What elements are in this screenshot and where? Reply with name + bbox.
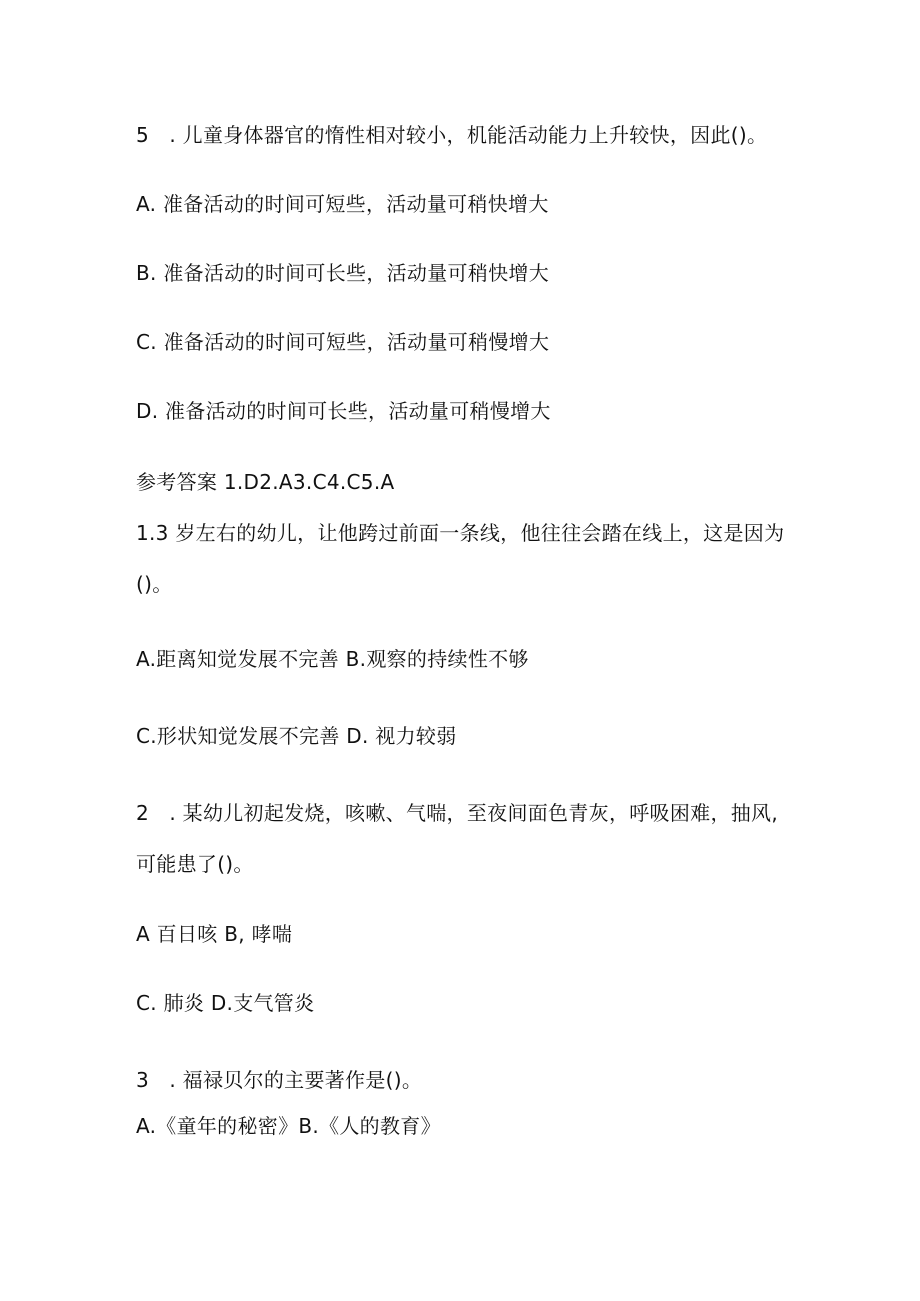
question-5-option-d: D. 准备活动的时间可长些，活动量可稍慢增大 — [136, 399, 551, 423]
question-2-options-cd: C. 肺炎 D.支气管炎 — [136, 991, 315, 1015]
question-2-options-ab: A 百日咳 B, 哮喘 — [136, 922, 293, 946]
question-2-stem: 2 . 某幼儿初起发烧，咳嗽、气喘，至夜间面色青灰，呼吸困难，抽风, — [136, 801, 778, 825]
question-5-option-c: C. 准备活动的时间可短些，活动量可稍慢增大 — [136, 330, 550, 354]
question-3-options-ab: A.《童年的秘密》B.《人的教育》 — [136, 1114, 441, 1138]
question-5-stem: 5 . 儿童身体器官的惰性相对较小，机能活动能力上升较快，因此()。 — [136, 123, 768, 147]
question-5-option-b: B. 准备活动的时间可长些，活动量可稍快增大 — [136, 261, 550, 285]
question-5-option-a: A. 准备活动的时间可短些，活动量可稍快增大 — [136, 192, 549, 216]
question-1-options-ab: A.距离知觉发展不完善 B.观察的持续性不够 — [136, 647, 529, 671]
question-1-stem-continued: ()。 — [136, 572, 173, 596]
question-1-stem: 1.3 岁左右的幼儿，让他跨过前面一条线，他往往会踏在线上，这是因为 — [136, 521, 785, 545]
answer-key: 参考答案 1.D2.A3.C4.C5.A — [136, 470, 395, 494]
question-3-stem: 3 . 福禄贝尔的主要著作是()。 — [136, 1068, 423, 1092]
question-2-stem-continued: 可能患了()。 — [136, 852, 254, 876]
question-1-options-cd: C.形状知觉发展不完善 D. 视力较弱 — [136, 724, 457, 748]
